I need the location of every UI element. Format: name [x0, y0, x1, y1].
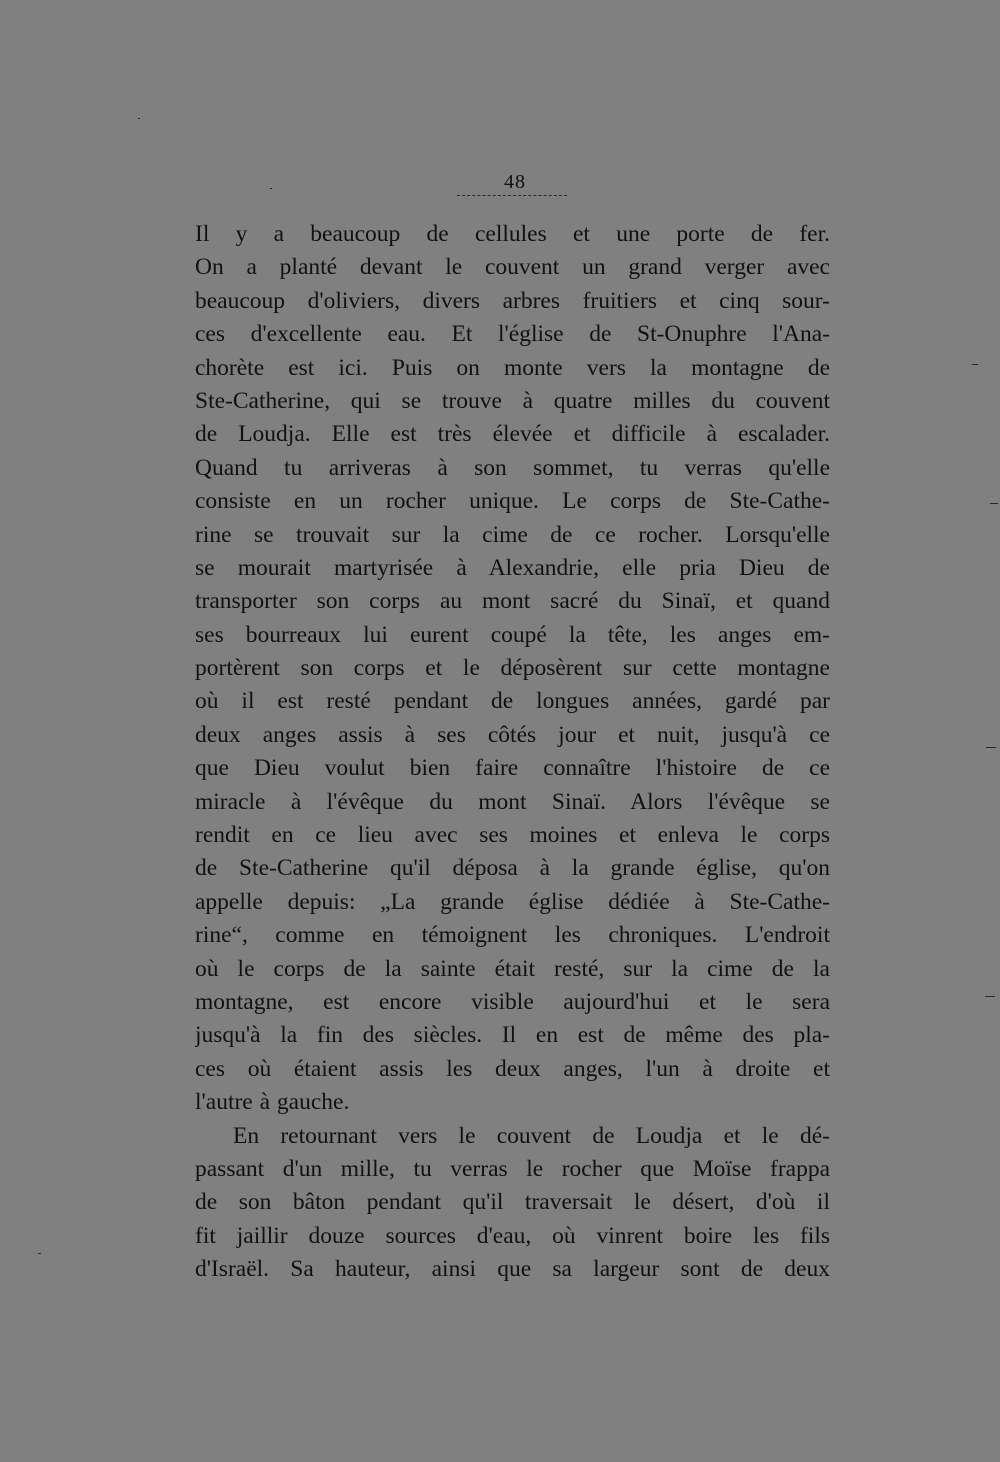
text-line: que Dieu voulut bien faire connaître l'histoire de ce	[195, 755, 830, 782]
scan-speck	[972, 364, 978, 365]
text-line: se mourait martyrisée à Alexandrie, elle pria Dieu de	[195, 554, 830, 581]
text-line: miracle à l'évêque du mont Sinaï. Alors l'évêque se	[195, 788, 830, 815]
text-line: transporter son corps au mont sacré du Sinaï, et quand	[195, 588, 830, 615]
text-line: jusqu'à la fin des siècles. Il en est de même des pla-	[195, 1022, 830, 1049]
text-line: ces où étaient assis les deux anges, l'un à droite et	[195, 1055, 830, 1082]
text-line: passant d'un mille, tu verras le rocher que Moïse frappa	[195, 1155, 830, 1182]
text-line: ses bourreaux lui eurent coupé la tête, les anges em-	[195, 621, 830, 648]
scan-speck	[270, 188, 272, 189]
text-line: portèrent son corps et le déposèrent sur cette montagne	[195, 655, 830, 682]
text-line: de Loudja. Elle est très élevée et difficile à escalader.	[195, 421, 830, 448]
text-line: Ste-Catherine, qui se trouve à quatre milles du couvent	[195, 387, 830, 414]
text-block	[195, 218, 830, 1287]
scan-speck	[986, 747, 996, 748]
text-line: rine“, comme en témoignent les chroniques. L'endroit	[195, 922, 830, 949]
text-line: rendit en ce lieu avec ses moines et enleva le corps	[195, 822, 830, 849]
text-line: deux anges assis à ses côtés jour et nuit, jusqu'à ce	[195, 721, 830, 748]
text-line: où le corps de la sainte était resté, sur la cime de la	[195, 955, 830, 982]
page-number: 48	[504, 171, 526, 193]
scan-speck	[138, 118, 140, 119]
scan-speck	[38, 1253, 41, 1254]
text-line: appelle depuis: „La grande église dédiée à Ste-Cathe-	[195, 888, 830, 915]
scan-speck	[985, 996, 995, 997]
page-number-rule	[457, 195, 567, 196]
text-line: consiste en un rocher unique. Le corps de Ste-Cathe-	[195, 488, 830, 515]
text-line: Il y a beaucoup de cellules et une porte de fer.	[195, 221, 830, 247]
text-line: ces d'excellente eau. Et l'église de St-Onuphre l'Ana-	[195, 321, 830, 348]
text-line: chorète est ici. Puis on monte vers la montagne de	[195, 354, 830, 381]
text-line: Quand tu arriveras à son sommet, tu verras qu'elle	[195, 454, 830, 481]
text-line: fit jaillir douze sources d'eau, où vinrent boire les fils	[195, 1222, 830, 1249]
paragraph	[195, 218, 830, 1120]
text-line: de son bâton pendant qu'il traversait le désert, d'où il	[195, 1189, 830, 1216]
text-line: En retournant vers le couvent de Loudja et le dé-	[233, 1122, 830, 1149]
paragraph	[195, 1120, 830, 1287]
text-line: On a planté devant le couvent un grand verger avec	[195, 254, 830, 281]
scan-speck	[990, 503, 998, 504]
text-line: de Ste-Catherine qu'il déposa à la grande église, qu'on	[195, 855, 830, 882]
text-line: d'Israël. Sa hauteur, ainsi que sa largeur sont de deux	[195, 1256, 830, 1283]
text-line: beaucoup d'oliviers, divers arbres fruitiers et cinq sour-	[195, 287, 830, 314]
text-line: rine se trouvait sur la cime de ce rocher. Lorsqu'elle	[195, 521, 830, 548]
text-line: où il est resté pendant de longues années, gardé par	[195, 688, 830, 715]
text-line: montagne, est encore visible aujourd'hui et le sera	[195, 988, 830, 1015]
text-line: l'autre à gauche.	[195, 1089, 350, 1116]
